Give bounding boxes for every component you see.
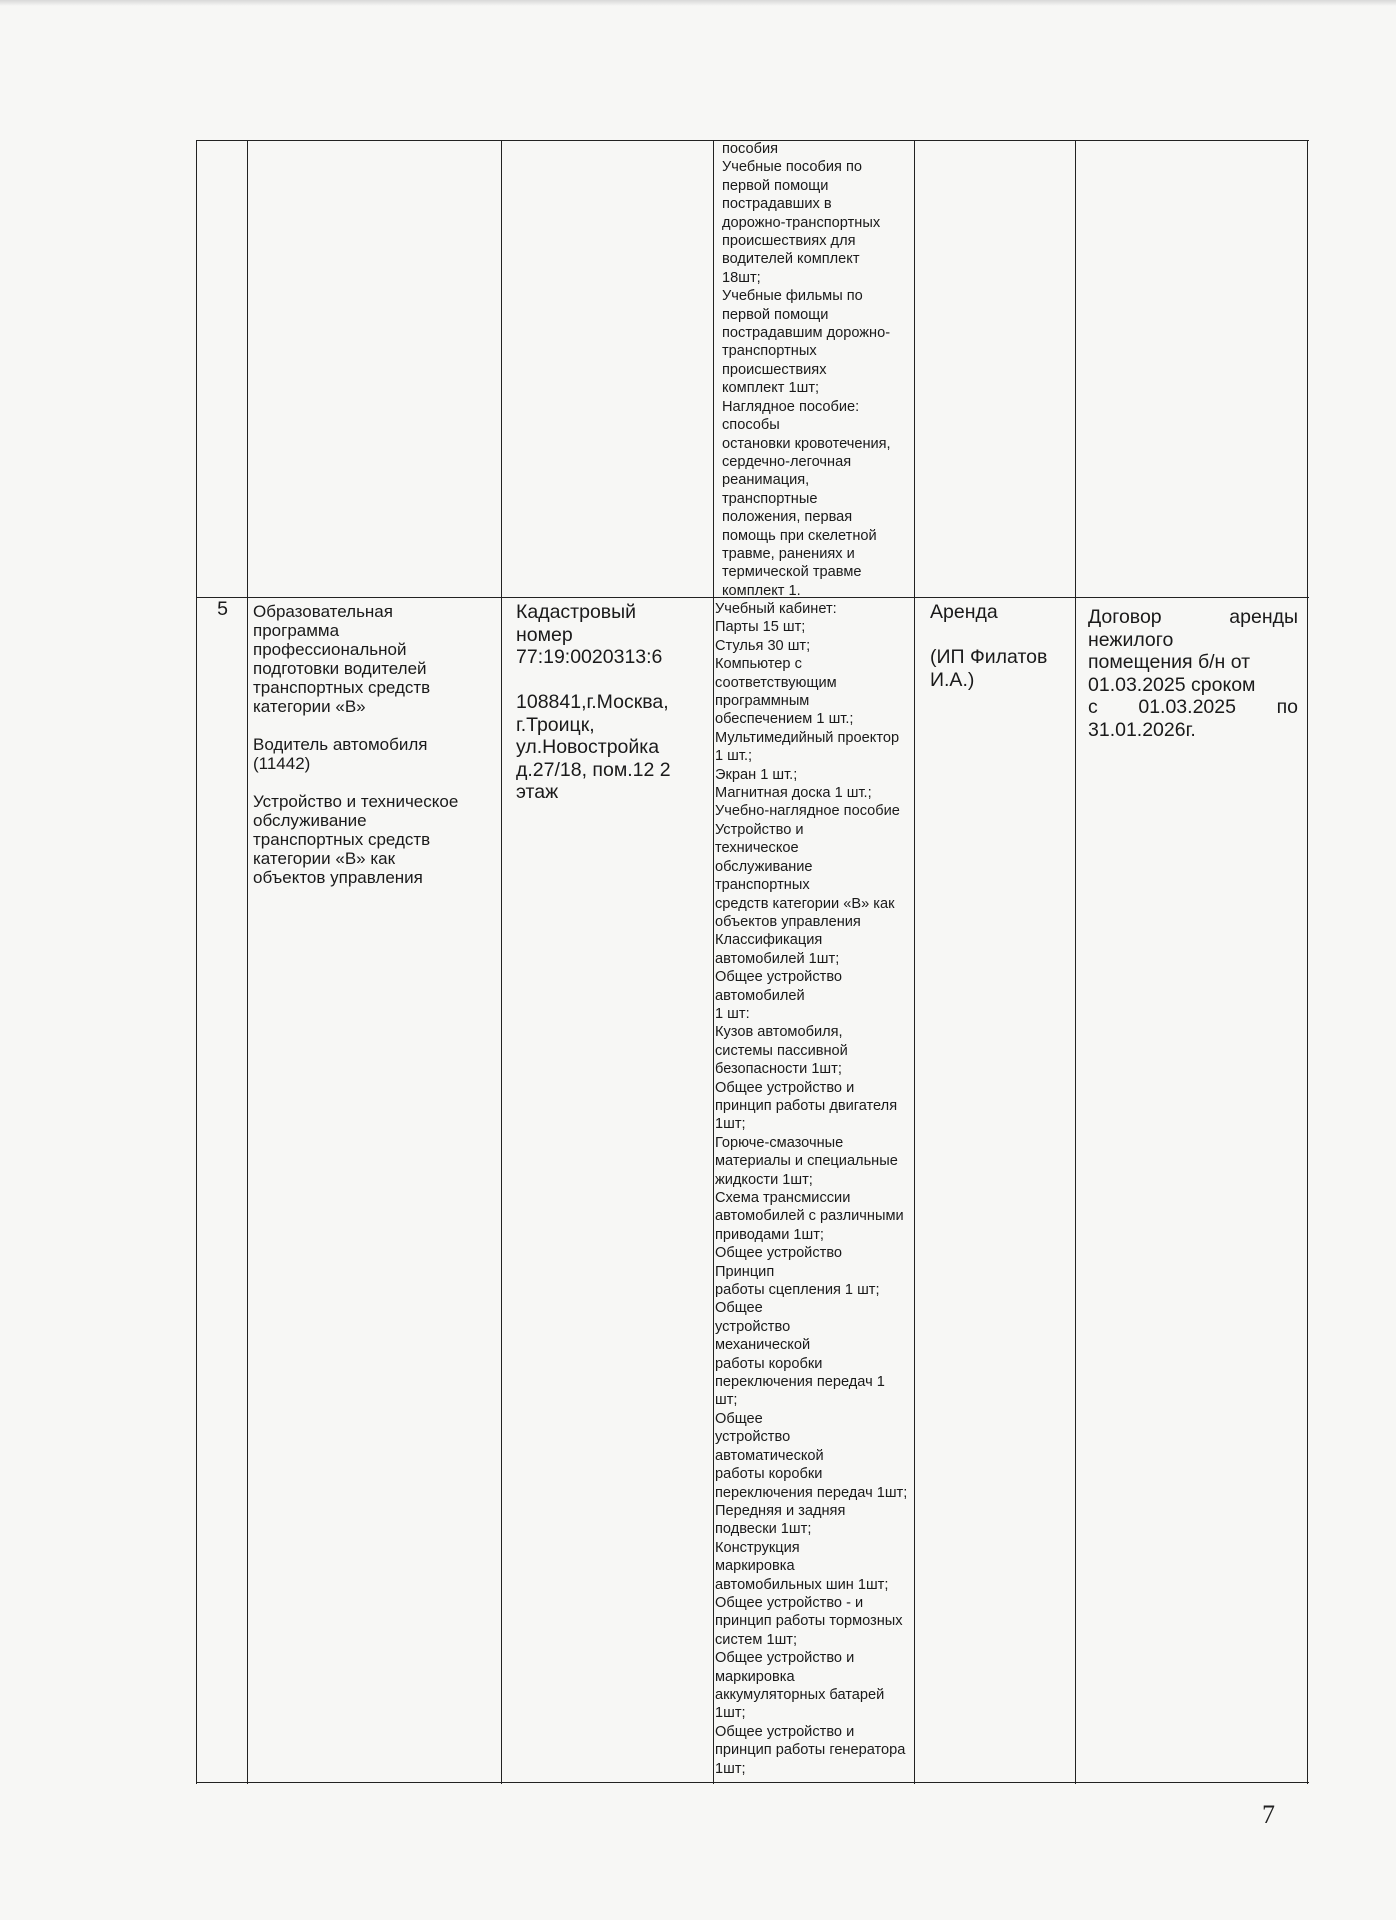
text-line: нежилого [1088,628,1174,651]
text-line: 1 шт.; [715,748,753,765]
text-line: Образовательная [253,602,393,621]
text-line: (ИП Филатов [930,646,1048,668]
text-line: категории «В» [253,697,366,716]
text-line: автоматической [715,1447,824,1464]
text-line: автомобилей с различными [715,1208,904,1225]
text-line: 77:19:0020313:6 [516,646,663,668]
text-line: Учебные пособия по [722,159,862,176]
text-line: работы коробки [715,1355,823,1372]
text-line: Общее [715,1410,763,1427]
text-line: транспортных средств [253,678,431,697]
text-line: Общее [715,1300,763,1317]
text-line: системы пассивной [715,1042,848,1059]
text-line: устройство [715,1429,791,1446]
text-line: 01.03.2025 сроком [1088,673,1256,696]
document-text [1088,606,1298,741]
program-text [253,602,498,887]
text-line: дорожно-транспортных [722,214,881,231]
text-line: транспортных [715,877,810,894]
text-line: Договор аренды [1088,606,1298,628]
text-line: 1шт; [715,1116,746,1133]
text-line: принцип работы тормозных [715,1613,903,1630]
text-line: подвески 1шт; [715,1521,812,1538]
text-line: пострадавшим дорожно- [722,325,891,342]
text-line: Принцип [715,1263,775,1280]
text-line: автомобилей 1шт; [715,950,840,967]
text-line: Общее устройство [715,1245,843,1262]
text-line: Мультимедийный проектор [715,729,900,746]
text-line: транспортных [722,343,817,360]
text-line: Передняя и задняя [715,1502,846,1519]
page-number: 7 [1262,1800,1275,1829]
text-line: объектов управления [253,868,423,887]
text-line: аккумуляторных батарей [715,1686,885,1703]
text-line: обеспечением 1 шт.; [715,711,854,728]
text-line: положения, первая [722,509,853,526]
text-line: Устройство и техническое [253,792,459,811]
text-line: номер [516,623,573,646]
text-line: Кадастровый [516,601,637,623]
text-line: жидкости 1шт; [715,1171,813,1188]
text-line: Магнитная доска 1 шт.; [715,785,872,802]
text-line: транспортных средств [253,830,431,849]
column-divider [501,140,502,1784]
text-line: переключения передач 1 [715,1374,885,1391]
equipment-cell [715,600,913,1782]
table-border-right [1307,140,1308,1784]
text-line: материалы и специальные [715,1153,898,1170]
text-line: 1шт; [715,1705,746,1722]
text-line: техническое [715,840,799,857]
text-line: этаж [516,781,559,803]
row-divider [196,597,1309,598]
text-line: д.27/18, пом.12 2 [516,758,671,781]
text-line: Горюче-смазочные [715,1134,844,1151]
text-line: Общее устройство и [715,1723,855,1740]
document-cell [1088,606,1298,766]
column-divider [1075,140,1076,1784]
text-line: профессиональной [253,640,407,659]
text-line: шт; [715,1392,738,1409]
text-line: автомобильных шин 1шт; [715,1576,889,1593]
address-text [516,601,713,804]
text-line: Аренда [930,601,998,623]
column-divider [914,140,915,1784]
text-line: с 01.03.2025 по [1088,696,1298,718]
text-line: объектов управления [715,913,861,930]
text-line: водителей комплект [722,251,860,268]
text-line: безопасности 1шт; [715,1061,842,1078]
equipment-list [716,140,912,597]
text-line: пострадавших в [722,196,832,213]
text-line: пособия [722,141,779,157]
text-line [930,624,1074,647]
equipment-list [715,600,913,1778]
text-line: способы [722,417,780,434]
row-number-cell [200,598,245,638]
text-line: (11442) [253,754,311,773]
text-line: Экран 1 шт.; [715,766,798,783]
text-line: механической [715,1337,811,1354]
text-line: Устройство и [715,821,804,838]
text-line: соответствующим [715,674,837,691]
text-line: помещения б/н от [1088,651,1251,673]
basis-cell [930,601,1074,721]
text-line: маркировка [715,1668,795,1685]
text-line: работы коробки [715,1466,823,1483]
text-line: обслуживание [253,811,367,830]
text-line: принцип работы двигателя [715,1097,898,1114]
text-line: 18шт; [722,269,761,286]
equipment-cell-continued [716,140,912,597]
text-line: принцип работы генератора [715,1742,906,1759]
text-line: Наглядное пособие: [722,398,860,415]
text-line: приводами 1шт; [715,1226,824,1243]
text-line: г.Троицк, [516,713,595,736]
text-line: остановки кровотечения, [722,435,891,452]
text-line: маркировка [715,1558,795,1575]
text-line: работы сцепления 1 шт; [715,1282,880,1299]
text-line: Схема трансмиссии [715,1190,851,1206]
text-line: систем 1шт; [715,1631,798,1648]
text-line: травме, ранениях и [722,545,855,562]
text-line: первой помощи [722,177,829,194]
address-cell [516,601,713,841]
text-line: подготовки водителей [253,659,427,678]
text-line: Общее устройство [715,969,843,986]
text-line: 108841,г.Москва, [516,691,669,713]
text-line: Учебно-наглядное пособие [715,803,900,820]
text-line: комплект 1шт; [722,380,820,397]
text-line [253,773,498,792]
text-line: устройство [715,1318,791,1335]
basis-text [930,601,1074,691]
text-line: программным [715,693,810,710]
text-line: Стулья 30 шт; [715,637,811,654]
text-line: обслуживание [715,858,813,875]
text-line: Кузов автомобиля, [715,1024,843,1041]
text-line: Классификация [715,932,823,949]
text-line: 1шт; [715,1760,746,1777]
text-line: И.А.) [930,668,975,691]
text-line: реанимация, [722,472,810,489]
equipment-table [196,140,1309,1784]
text-line: автомобилей [715,987,805,1004]
text-line: помощь при скелетной [722,527,877,544]
text-line: программа [253,621,340,640]
table-border-left [196,140,197,1784]
text-line: категории «В» как [253,849,396,868]
text-line: термической травме [722,564,862,581]
text-line: Компьютер с [715,656,802,673]
text-line [253,716,498,735]
text-line: Общее устройство и [715,1079,855,1096]
text-line: Учебные фильмы по [722,288,863,305]
row-number: 5 [217,598,228,620]
text-line [516,669,713,692]
text-line: Конструкция [715,1539,800,1556]
text-line: Общее устройство и [715,1650,855,1667]
text-line: ул.Новостройка [516,736,660,758]
text-line: Водитель автомобиля [253,735,428,754]
scan-edge [0,0,1396,6]
text-line: Парты 15 шт; [715,619,806,636]
text-line: сердечно-легочная [722,453,852,470]
text-line: Учебный кабинет: [715,601,837,617]
text-line: 31.01.2026г. [1088,718,1196,741]
column-divider [247,140,248,1784]
text-line: переключения передач 1шт; [715,1484,908,1501]
text-line: Общее устройство - и [715,1594,864,1611]
text-line: происшествиях [722,361,827,378]
text-line: первой помощи [722,306,829,323]
text-line: 1 шт: [715,1005,750,1022]
text-line: транспортные [722,490,818,507]
text-line: средств категории «В» как [715,895,895,912]
text-line: комплект 1. [722,582,801,597]
table-border-bottom [196,1782,1309,1783]
column-divider [713,140,714,1784]
text-line: происшествиях для [722,233,856,250]
program-cell [253,602,498,922]
